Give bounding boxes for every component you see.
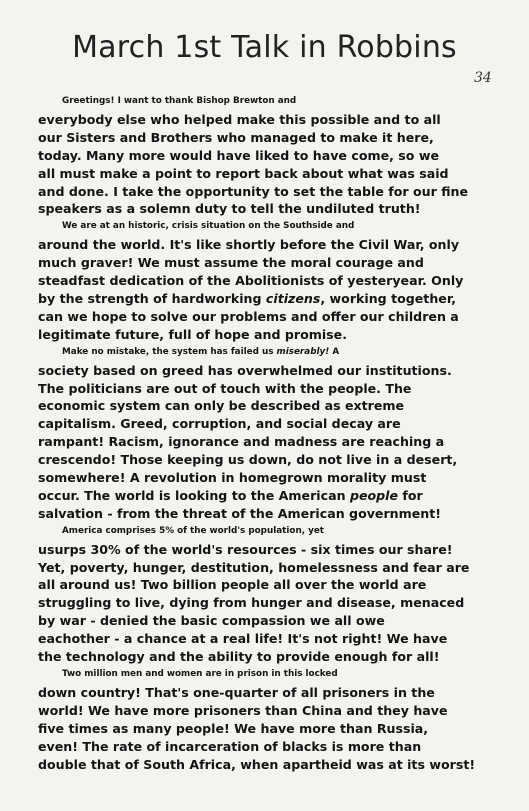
text-line: and done. I take the opportunity to set the table for our fine: [38, 183, 469, 199]
paragraph: [38, 344, 488, 523]
text-line: can we hope to solve our problems and offer our children a: [38, 308, 459, 324]
text-line: Two million men and women are in prison in this locked: [62, 669, 338, 679]
text-line: everybody else who helped make this possible and to all: [38, 111, 441, 127]
page-title: March 1st Talk in Robbins: [72, 30, 457, 65]
text-line: all must make a point to report back about what was said: [38, 165, 449, 181]
text-line: rampant! Racism, ignorance and madness are reaching a: [38, 434, 445, 450]
text-line: all around us! Two billion people all over the world are: [38, 577, 427, 593]
text-line: Yet, poverty, hunger, destitution, homelessness and fear are: [38, 559, 470, 575]
text-line: our Sisters and Brothers who managed to make it here,: [38, 129, 434, 145]
text-line: The politicians are out of touch with the people. The: [38, 380, 412, 396]
text-line: capitalism. Greed, corruption, and social decay are: [38, 416, 401, 432]
text-line: much graver! We must assume the moral courage and: [38, 255, 424, 271]
text-line: Make no mistake, the system has failed us miserably! A: [62, 346, 340, 357]
text-line: world! We have more prisoners than China and they have: [38, 702, 448, 718]
text-line: occur. The world is looking to the American people for: [38, 487, 423, 503]
text-line: We are at an historic, crisis situation on the Southside and: [62, 221, 355, 232]
paragraph: [38, 523, 488, 666]
text-line: usurps 30% of the world's resources - six times our share!: [38, 541, 453, 557]
text-line: crescendo! Those keeping us down, do not live in a desert,: [38, 452, 458, 468]
text-line: struggling to live, dying from hunger and disease, menaced: [38, 595, 465, 611]
text-line: five times as many people! We have more than Russia,: [38, 720, 429, 736]
text-line: eachother - a chance at a real life! It's not right! We have: [38, 631, 448, 647]
text-line: the technology and the ability to provide enough for all!: [38, 649, 440, 665]
text-line: legitimate future, full of hope and promise.: [38, 326, 347, 342]
text-line: by the strength of hardworking citizens, working together,: [38, 290, 456, 306]
text-line: somewhere! A revolution in homegrown morality must: [38, 470, 427, 486]
text-line: salvation - from the threat of the American government!: [38, 505, 442, 521]
text-line: speakers as a solemn duty to tell the undiluted truth!: [38, 201, 421, 217]
paragraph: [38, 218, 488, 343]
text-line: steadfast dedication of the Abolitionists of yesteryear. Only: [38, 273, 464, 289]
body-text: [38, 93, 488, 773]
paragraph: [38, 93, 488, 218]
text-line: down country! That's one-quarter of all prisoners in the: [38, 684, 435, 700]
page-number: 34: [474, 70, 492, 86]
text-line: double that of South Africa, when apartheid was at its worst!: [38, 756, 476, 772]
text-line: by war - denied the basic compassion we all owe: [38, 613, 385, 629]
text-line: America comprises 5% of the world's population, yet: [62, 525, 325, 536]
text-line: Greetings! I want to thank Bishop Brewton and: [62, 96, 297, 106]
text-line: society based on greed has overwhelmed our institutions.: [38, 362, 452, 378]
text-line: today. Many more would have liked to have come, so we: [38, 147, 440, 163]
text-line: even! The rate of incarceration of blacks is more than: [38, 738, 422, 754]
text-line: around the world. It's like shortly before the Civil War, only: [38, 237, 460, 253]
text-line: economic system can only be described as extreme: [38, 398, 405, 414]
paragraph: [38, 666, 488, 773]
